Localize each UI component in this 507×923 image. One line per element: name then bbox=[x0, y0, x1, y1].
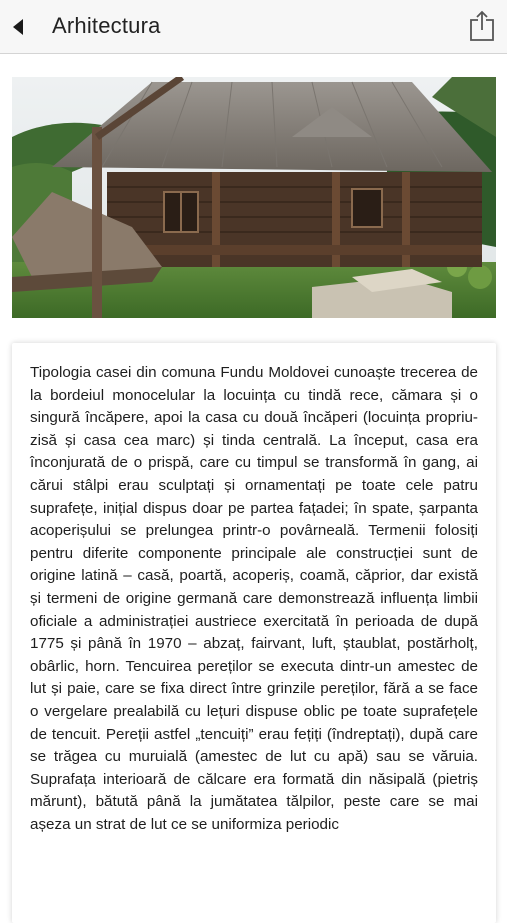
share-button[interactable] bbox=[467, 9, 497, 43]
article-body: Tipologia casei din comuna Fundu Moldovei cunoaște trecerea de la bordeiul monocelular la locuința cu tindă rece, cămara și o singură încăpere, apoi la casa cu două încăperi (locuința propriu-zisă și casa cea marc) și tinda centrală. La început, casa era înconjurată de o prispă, care cu timpul se transformă în gang, ai cărui stâlpi erau sculptați și ornamentați pe toate cele patru suprafețe, inițial dispus doar pe partea fațadei; în spate, șarpanta acoperișului se prelungea printr-o povârneală. Termenii folosiți pentru diferite componente principale ale construcției sunt de origine latină – casă, poartă, acoperiș, coamă, căprior, dar există și termeni de origine germană care demonstrează influența limbii oficiale a administrației austriece exercitată în perioada de după 1775 și până în 1970 – abzaț, fairvant, luft, ștaublat, postărholț, obârlic, horn. Tencuirea pereților se executa dintr-un amestec de lut și paie, care se fixa direct între grinzile pereților, fără a se face o vergelare prealabilă cu lețuri dispuse oblic pe toate suprafețele de tencuit. Pereții astfel „tencuiți” erau fețiți (îndreptați), după care se trăgea cu muruială (amestec de lut cu apă) sau se văruia. Suprafața interioară de călcare era formată din năsipală (pietriș mărunt), bătută până la jumătatea tălpilor, peste care se mai așeza un strat de lut ce se uniformiza periodic bbox=[30, 364, 478, 833]
page-title: Arhitectura bbox=[52, 13, 161, 38]
back-arrow-icon bbox=[11, 18, 25, 36]
back-button[interactable] bbox=[4, 12, 32, 42]
article-card bbox=[12, 343, 496, 923]
app-bar bbox=[0, 0, 507, 54]
hero-image bbox=[12, 77, 496, 318]
share-icon bbox=[469, 10, 495, 42]
